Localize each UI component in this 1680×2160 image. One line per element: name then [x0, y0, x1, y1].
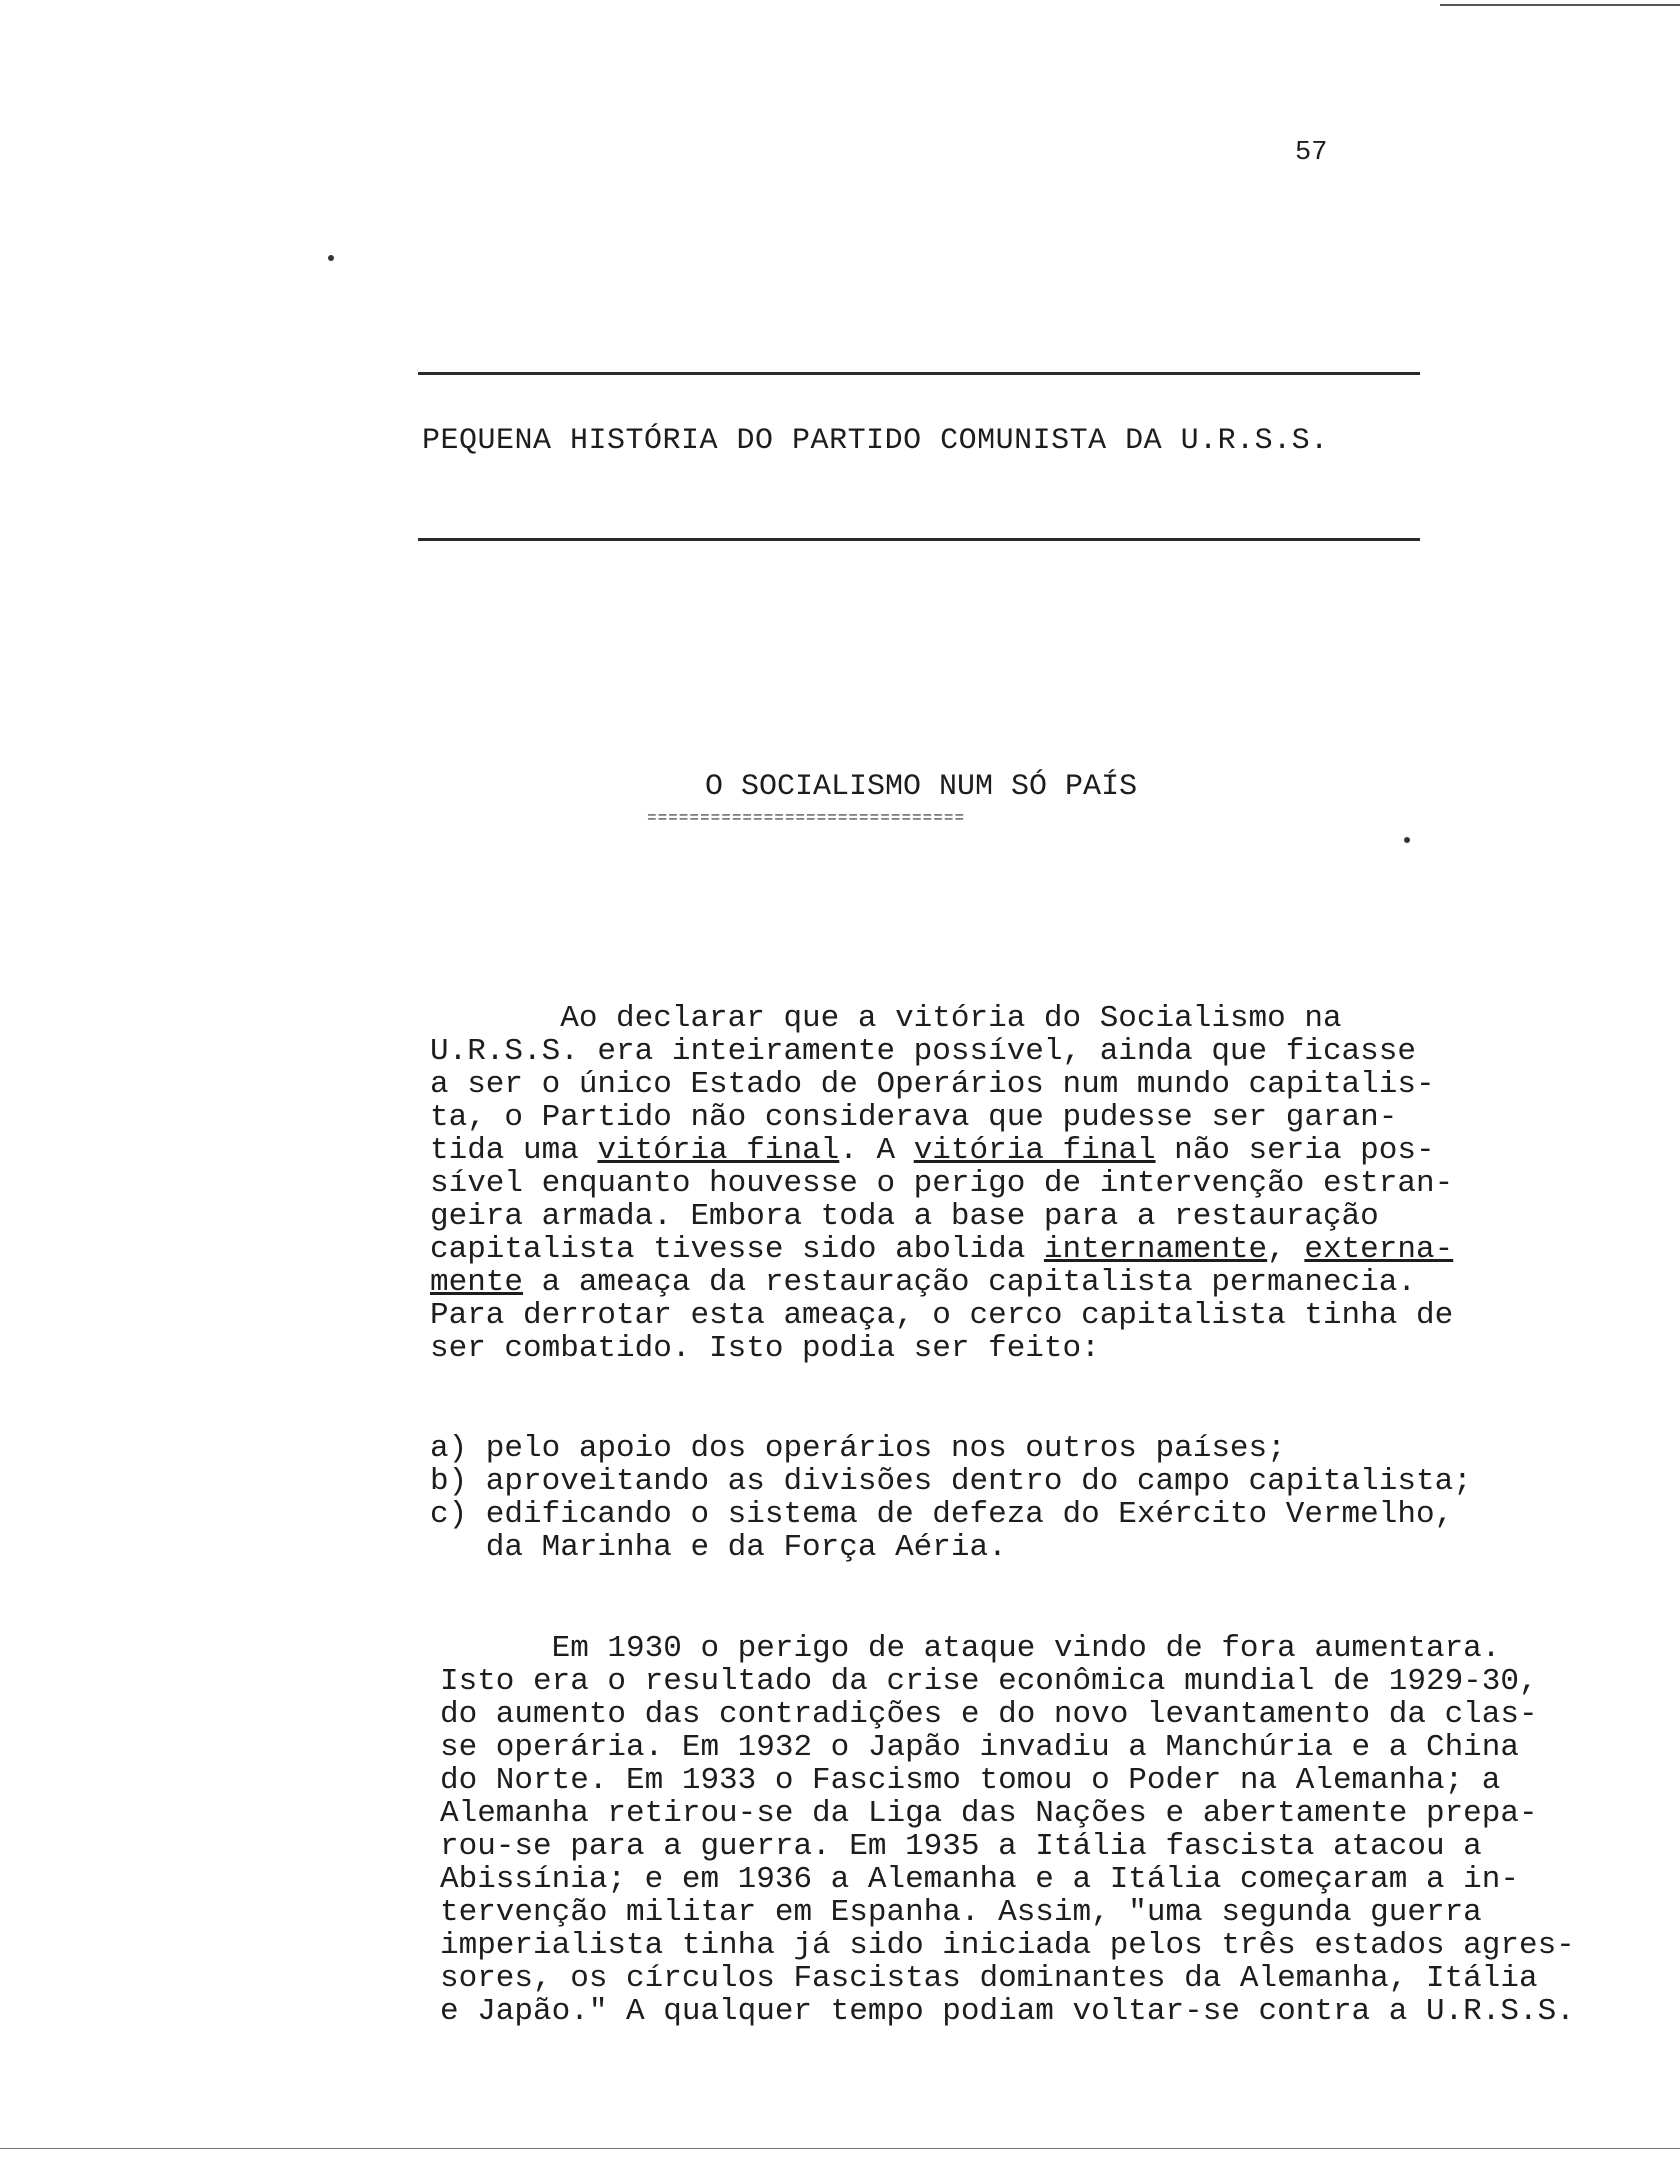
means-list	[430, 1432, 1472, 1564]
list-item: c) edificando o sistema de defeza do Exército Vermelho,	[430, 1497, 1454, 1532]
scan-edge-top	[1440, 4, 1680, 6]
paragraph-1930s: Em 1930 o perigo de ataque vindo de fora aumentara. Isto era o resultado da crise econômica mundial de 1929-30, do aumento das contradições e do novo levantamento da clas- se operária. Em 1932 o Japão invadiu a Manchúria e a China do Norte. Em 1933 o Fascismo tomou o Poder na Alemanha; a Alemanha retirou-se da Liga das Nações e abertamente prepa- rou-se para a guerra. Em 1935 a Itália fascista atacou a Abissínia; e em 1936 a Alemanha e a Itália começaram a in- tervenção militar em Espanha. Assim, "uma segunda guerra imperialista tinha já sido iniciada pelos três estados agres- sores, os círculos Fascistas dominantes da Alemanha, Itália e Japão." A qualquer tempo podiam voltar-se contra a U.R.S.S.	[440, 1631, 1575, 2029]
underlined-phrase: internamente	[1043, 1232, 1268, 1267]
ink-speck	[1404, 837, 1410, 843]
underlined-phrase: vitória final	[597, 1133, 840, 1168]
list-item: da Marinha e da Força Aéria.	[430, 1530, 1007, 1565]
page-number: 57	[1295, 138, 1328, 168]
underlined-phrase: vitória final	[913, 1133, 1156, 1168]
chapter-title-underline: ==============================	[647, 810, 966, 826]
book-title: PEQUENA HISTÓRIA DO PARTIDO COMUNISTA DA U.R.S.S.	[422, 424, 1329, 458]
underlined-phrase: externa-	[1304, 1232, 1454, 1267]
ink-speck	[328, 255, 334, 261]
underlined-phrase: mente	[430, 1265, 524, 1300]
title-rule-bottom	[418, 538, 1420, 541]
paragraph-intro: Ao declarar que a vitória do Socialismo na U.R.S.S. era inteiramente possível, ainda que ficasse a ser o único Estado de Operários num mundo capitalis- ta, o Partido não considerava que pudesse ser garan- tida uma vitória final. A vitória final não seria pos- sível enquanto houvesse o perigo de intervenção estran- geira armada. Embora toda a base para a restauração capitalista tivesse sido abolida internamente, externa- mente a ameaça da restauração capitalista permanecia. Para derrotar esta ameaça, o cerco capitalista tinha de ser combatido. Isto podia ser feito:	[430, 1001, 1454, 1366]
list-item: a) pelo apoio dos operários nos outros países;	[430, 1431, 1286, 1466]
title-rule-top	[418, 372, 1420, 375]
list-item: b) aproveitando as divisões dentro do campo capitalista;	[430, 1464, 1472, 1499]
scan-edge-bottom	[0, 2148, 1680, 2149]
chapter-title: O SOCIALISMO NUM SÓ PAÍS	[705, 770, 1138, 804]
